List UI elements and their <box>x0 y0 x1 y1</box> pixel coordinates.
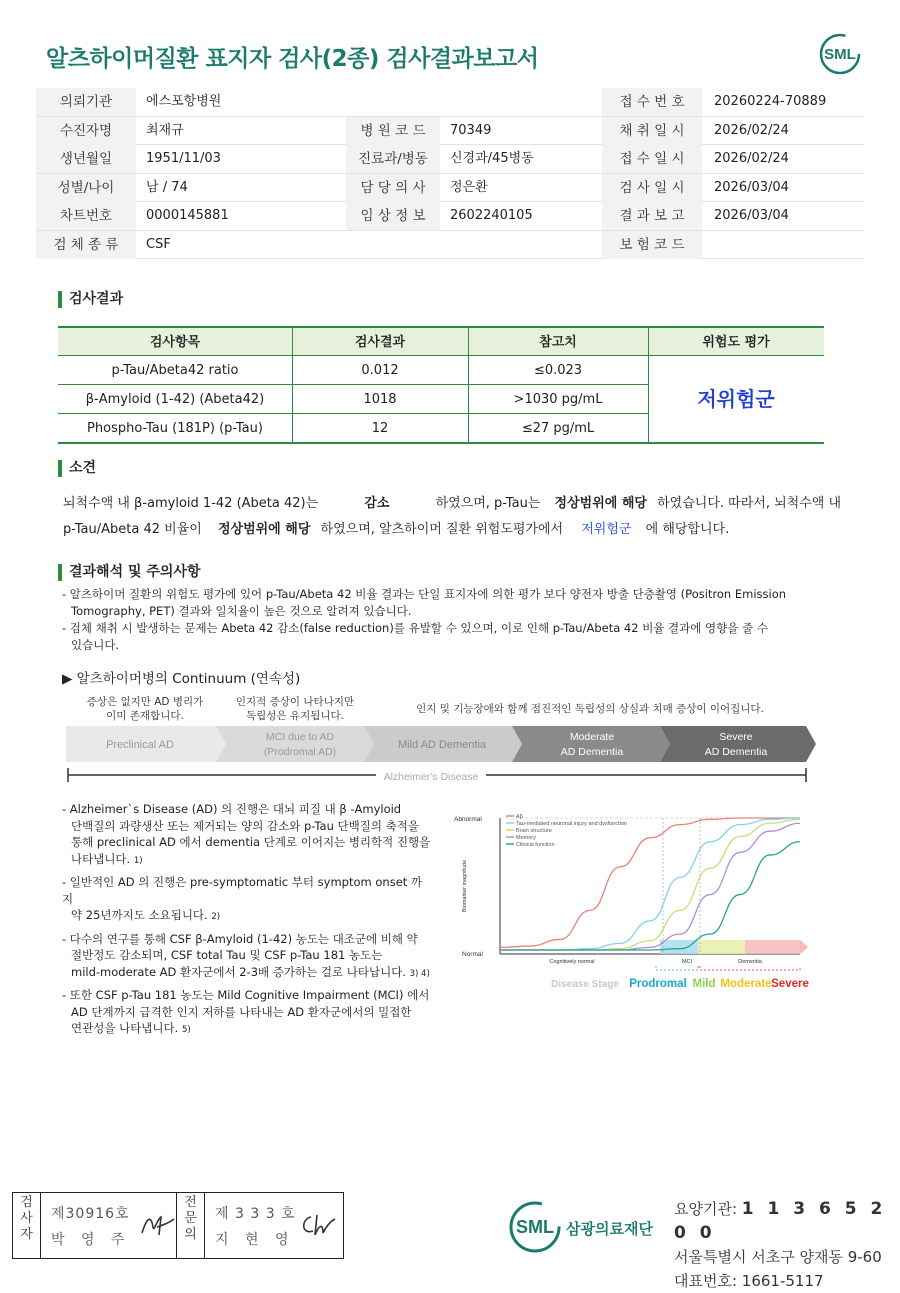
stage-name: Mild <box>692 978 716 990</box>
continuum-axis <box>66 766 810 786</box>
table-row <box>58 385 648 414</box>
continuum-title: ▶ 알츠하이머병의 Continuum (연속성) <box>62 671 301 687</box>
sml-brand-logo-icon <box>508 1200 562 1254</box>
note-line: 있습니다. <box>71 638 120 652</box>
signer-role-label <box>13 1193 41 1258</box>
dementia-bracket <box>700 966 800 970</box>
continuum-arrow-bar <box>66 724 818 764</box>
column-header: 위험도 평가 <box>702 335 770 350</box>
info-value: 2026/03/04 <box>714 208 789 223</box>
series-line <box>500 842 800 950</box>
signature-icon <box>297 1211 337 1239</box>
info-label: 차트번호 <box>36 202 136 230</box>
biomarker-chart <box>450 808 820 998</box>
y-bottom-label: Normal <box>462 951 483 958</box>
stage-name: Severe <box>771 978 809 990</box>
finding-emphasis: 정상범위에 해당 <box>554 496 647 511</box>
phone-number: 1661-5117 <box>741 1272 824 1290</box>
findings-line-2 <box>63 516 843 544</box>
signer-name: 박 영 주 <box>51 1232 131 1248</box>
info-label: 성별/나이 <box>36 174 136 202</box>
finding-text: 뇌척수액 내 β-amyloid 1-42 (Abeta 42)는 <box>63 496 319 511</box>
info-label: 진료과/병동 <box>346 145 440 173</box>
table-row <box>58 414 648 443</box>
y-top-label: Abnormal <box>454 816 482 823</box>
divider <box>468 326 469 442</box>
role-char: 검 <box>20 1195 33 1210</box>
stage-caption <box>70 695 220 723</box>
findings-line-1 <box>63 490 843 518</box>
info-label: 접 수 일 시 <box>602 145 702 173</box>
divider <box>58 442 824 444</box>
stage-band <box>698 940 745 954</box>
info-label: 요양기관: <box>674 1200 742 1218</box>
test-result: 12 <box>371 421 389 436</box>
license-number: 제 3 3 3 호 <box>215 1206 296 1222</box>
bullet-line: - 다수의 연구를 통해 CSF β-Amyloid (1-42) 농도는 대조군에 비해 약 <box>62 931 418 946</box>
stage-caption <box>220 695 370 723</box>
prodromal-bracket <box>656 966 698 970</box>
test-item: β-Amyloid (1-42) (Abeta42) <box>85 392 265 407</box>
stage-label: Moderate <box>569 731 615 743</box>
info-label: 의뢰기관 <box>36 88 136 116</box>
info-label: 대표번호: <box>674 1272 742 1290</box>
info-row <box>36 145 864 174</box>
info-value: 0000145881 <box>146 208 229 223</box>
chart-background <box>500 818 808 954</box>
role-char: 문 <box>184 1211 197 1226</box>
test-item: p-Tau/Abeta42 ratio <box>111 363 239 378</box>
column-header: 참고치 <box>539 335 577 350</box>
info-value: CSF <box>146 236 171 252</box>
stage-label: Preclinical AD <box>106 739 174 751</box>
reference-mark: 1) <box>133 855 143 866</box>
divider <box>292 326 293 442</box>
info-row <box>36 88 864 117</box>
report-title: 알츠하이머질환 표지자 검사(2종) 검사결과보고서 <box>46 46 539 72</box>
stage-name: Prodromal <box>629 978 687 990</box>
stage-name: Moderate <box>720 978 772 990</box>
info-value: 신경과/45병동 <box>450 151 534 166</box>
bullet-line: AD 단계까지 급격한 인지 저하를 나타내는 AD 환자군에서의 밀접한 <box>71 1004 412 1019</box>
info-label: 채 취 일 시 <box>602 117 702 145</box>
brand-name: 삼광의료재단 <box>566 1220 653 1238</box>
chart-labels <box>454 816 809 990</box>
info-value: 70349 <box>450 122 492 138</box>
sml-logo-icon <box>818 32 862 76</box>
test-result: 1018 <box>363 392 397 407</box>
series-line <box>500 818 800 947</box>
caption-line: 이미 존재합니다. <box>106 710 184 722</box>
info-row <box>36 202 864 231</box>
info-label: 보 험 코 드 <box>602 231 702 259</box>
test-reference: ≤0.023 <box>533 363 583 378</box>
note-line: - 검체 채취 시 발생하는 문제는 Abeta 42 감소(false reduction)를 유발할 수 있으며, 이로 인해 p-Tau/Abeta 42 비율 결과에 영향을 줄 수 <box>62 621 768 635</box>
institution-info <box>674 1197 900 1293</box>
bullet-line: 통해 preclinical AD 에서 dementia 단계로 이어지는 병리학적 진행을 <box>71 835 431 849</box>
y-axis-label: Biomarker magnitude <box>462 859 468 913</box>
bullet-line: mild-moderate AD 환자군에서 2-3배 증가하는 걸로 나타납니다. <box>71 964 406 979</box>
finding-emphasis: 정상범위에 해당 <box>217 522 311 537</box>
role-char: 전 <box>184 1195 197 1210</box>
info-row <box>36 231 864 260</box>
test-reference: ≤27 pg/mL <box>521 421 595 436</box>
bullet-item <box>62 801 432 869</box>
bullet-line: - Alzheimer`s Disease (AD) 의 진행은 대뇌 피질 내 β -Amyloid <box>62 802 402 816</box>
info-value: 2026/02/24 <box>714 122 789 138</box>
bullet-line: - 일반적인 AD 의 진행은 pre-symptomatic 부터 symptom onset 까지 <box>62 875 423 906</box>
x-label-dementia: Dementia <box>738 959 762 965</box>
info-value: 2026/03/04 <box>714 179 789 195</box>
stage-band <box>660 940 698 954</box>
legend-label: Aβ <box>516 814 523 820</box>
bullet-item <box>62 987 432 1039</box>
legend-label: Clinical function <box>516 842 555 848</box>
series-line <box>500 819 800 950</box>
risk-assessment: 저위험군 <box>697 387 775 411</box>
stage-label: MCI due to AD <box>265 731 335 743</box>
signature-box <box>12 1192 344 1259</box>
info-label: 접 수 번 호 <box>602 88 702 116</box>
caption-line: 증상은 없지만 AD 병리가 <box>86 696 204 708</box>
finding-risk: 저위험군 <box>581 522 632 537</box>
stage-name: Disease Stage <box>551 979 619 990</box>
institution-code: 1 1 3 6 5 2 0 0 <box>674 1199 887 1243</box>
signature-icon <box>139 1213 177 1239</box>
info-label: 결 과 보 고 <box>602 202 702 230</box>
brand-logo-text: SML <box>516 1217 554 1237</box>
caption-line: 인지적 증상이 나타나지만 <box>235 696 355 708</box>
chart-series <box>500 818 800 950</box>
info-label: 수진자명 <box>36 117 136 145</box>
svg-text:SML: SML <box>824 46 856 63</box>
finding-emphasis: 감소 <box>364 496 390 511</box>
test-result: 0.012 <box>361 363 399 378</box>
interpretation-heading: 결과해석 및 주의사항 <box>58 564 200 581</box>
finding-text: 하였습니다. 따라서, 뇌척수액 내 <box>657 496 842 511</box>
chart-legend <box>506 814 627 848</box>
stage-label: Mild AD Dementia <box>397 739 487 751</box>
role-char: 사 <box>20 1211 33 1226</box>
stage-band <box>745 940 800 954</box>
info-value: 최재규 <box>146 122 184 138</box>
info-label: 담 당 의 사 <box>346 174 440 202</box>
info-value: 에스포항병원 <box>146 94 222 109</box>
license-number: 제30916호 <box>51 1206 130 1222</box>
reference-mark: 3) 4) <box>409 968 430 979</box>
info-label: 검 사 일 시 <box>602 174 702 202</box>
column-header: 검사결과 <box>354 335 406 350</box>
results-header-row <box>58 326 824 356</box>
column-header: 검사항목 <box>149 335 201 350</box>
x-label-mci: MCI <box>681 959 693 965</box>
info-value: 1951/11/03 <box>146 151 221 166</box>
findings-heading: 소견 <box>58 460 96 477</box>
info-value: 정은환 <box>450 179 488 195</box>
role-char: 자 <box>20 1227 33 1242</box>
info-label: 생년월일 <box>36 145 136 173</box>
note-line: - 알츠하이머 질환의 위험도 평가에 있어 p-Tau/Abeta 42 비율 결과는 단일 표지자에 의한 평가 보다 양전자 방출 단층촬영 (Positron Emission <box>62 587 787 601</box>
bullet-line: 나타냅니다. <box>71 851 131 866</box>
legend-label: Tau-mediated neuronal injury and dysfunction <box>516 821 627 827</box>
info-label: 검 체 종 류 <box>36 231 136 259</box>
x-label-normal: Cognitively normal <box>549 959 595 965</box>
caption-line: 독립성은 유지됩니다. <box>246 710 344 722</box>
finding-text: p-Tau/Abeta 42 비율이 <box>63 522 202 537</box>
stage-label: (Prodromal AD) <box>263 746 337 758</box>
info-row <box>36 174 864 203</box>
results-heading: 검사결과 <box>58 291 123 308</box>
interpretation-notes <box>62 586 862 654</box>
bullet-list <box>62 801 432 1039</box>
info-value: 2602240105 <box>450 208 533 223</box>
finding-text: 하였으며, 알츠하이머 질환 위험도평가에서 <box>320 522 564 537</box>
info-value <box>704 231 864 259</box>
finding-text: 하였으며, p-Tau는 <box>435 496 541 511</box>
bullet-line: - 또한 CSF p-Tau 181 농도는 Mild Cognitive Impairment (MCI) 에서 <box>62 988 430 1002</box>
legend-label: Memory <box>516 835 536 841</box>
signer-role-label <box>177 1193 205 1258</box>
test-item: Phospho-Tau (181P) (p-Tau) <box>87 421 263 436</box>
bullet-line: 연관성을 나타냅니다. <box>71 1021 179 1035</box>
stage-label: Severe <box>719 731 753 743</box>
legend-label: Brain structure <box>516 828 552 834</box>
address: 서울특별시 서초구 양재동 9-60 <box>674 1248 882 1266</box>
bullet-item <box>62 931 432 983</box>
info-row <box>36 117 864 146</box>
note-line: Tomography, PET) 결과와 일치율이 높은 것으로 알려져 있습니다. <box>71 604 412 618</box>
bullet-line: 단백질의 과량생산 또는 제거되는 양의 감소와 p-Tau 단백질의 축적을 <box>71 818 419 833</box>
bullet-line: 절반정도 감소되며, CSF total Tau 및 CSF p-Tau 181 농도는 <box>71 948 383 962</box>
signer-name: 지 현 영 <box>215 1232 295 1248</box>
reference-mark: 2) <box>211 912 221 922</box>
role-char: 의 <box>184 1227 197 1242</box>
info-value: 2026/02/24 <box>714 151 789 166</box>
info-value: 20260224-70889 <box>714 94 827 109</box>
stage-band-arrow <box>800 940 808 954</box>
table-row <box>58 356 648 385</box>
info-value: 남 / 74 <box>146 179 188 195</box>
bullet-item <box>62 874 432 926</box>
reference-mark: 5) <box>181 1025 191 1035</box>
test-reference: >1030 pg/mL <box>513 392 603 407</box>
stage-label: AD Dementia <box>704 746 768 758</box>
stage-caption: 인지 및 기능장애와 함께 점진적인 독립성의 상실과 치매 증상이 이어집니다. <box>416 703 764 715</box>
finding-text: 에 해당합니다. <box>645 522 730 537</box>
info-label: 임 상 정 보 <box>346 202 440 230</box>
bullet-line: 약 25년까지도 소요됩니다. <box>71 908 208 922</box>
axis-label: Alzheimer's Disease <box>383 771 479 783</box>
stage-label: AD Dementia <box>560 746 624 758</box>
info-label: 병 원 코 드 <box>346 117 440 145</box>
